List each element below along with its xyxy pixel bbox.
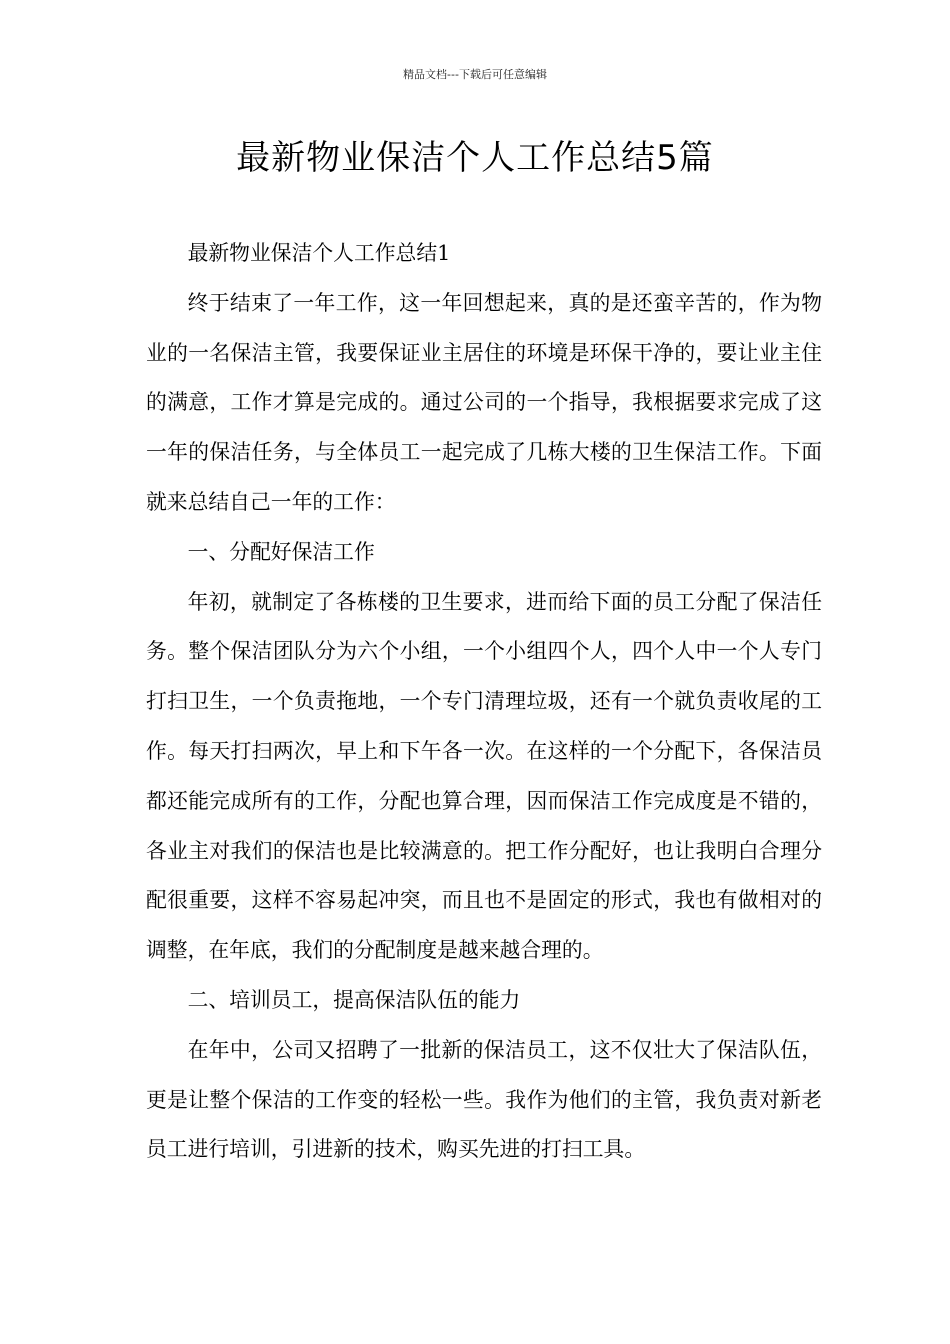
paragraph-training: 在年中，公司又招聘了一批新的保洁员工，这不仅壮大了保洁队伍，更是让整个保洁的工作变的轻松一些。我作为他们的主管，我负责对新老员工进行培训，引进新的技术，购买先进的打扫工具。 [146, 1037, 822, 1162]
section-heading-2: 一、分配好保洁工作 [187, 539, 375, 564]
header-note: 精品文档---下载后可任意编辑 [403, 68, 547, 81]
paragraph-allocation: 年初，就制定了各栋楼的卫生要求，进而给下面的员工分配了保洁任务。整个保洁团队分为六个小组，一个小组四个人，四个人中一个人专门打扫卫生，一个负责拖地，一个专门清理垃圾，还有一个就负责收尾的工作。每天打扫两次，早上和下午各一次。在这样的一个分配下，各保洁员都还能完成所有的工作，分配也算合理，因而保洁工作完成度是不错的，各业主对我们的保洁也是比较满意的。把工作分配好，也让我明白合理分配很重要，这样不容易起冲突，而且也不是固定的形式，我也有做相对的调整，在年底，我们的分配制度是越来越合理的。 [146, 589, 822, 963]
section-heading-1: 最新物业保洁个人工作总结1 [187, 241, 451, 265]
paragraph-intro: 终于结束了一年工作，这一年回想起来，真的是还蛮辛苦的，作为物业的一名保洁主管，我要保证业主居住的环境是环保干净的，要让业主住的满意，工作才算是完成的。通过公司的一个指导，我根据要求完成了这一年的保洁任务，与全体员工一起完成了几栋大楼的卫生保洁工作。下面就来总结自己一年的工作： [146, 290, 822, 514]
document-body [146, 229, 822, 1175]
section-heading-3: 二、培训员工，提高保洁队伍的能力 [187, 987, 521, 1012]
document-title: 最新物业保洁个人工作总结5篇 [236, 138, 714, 178]
